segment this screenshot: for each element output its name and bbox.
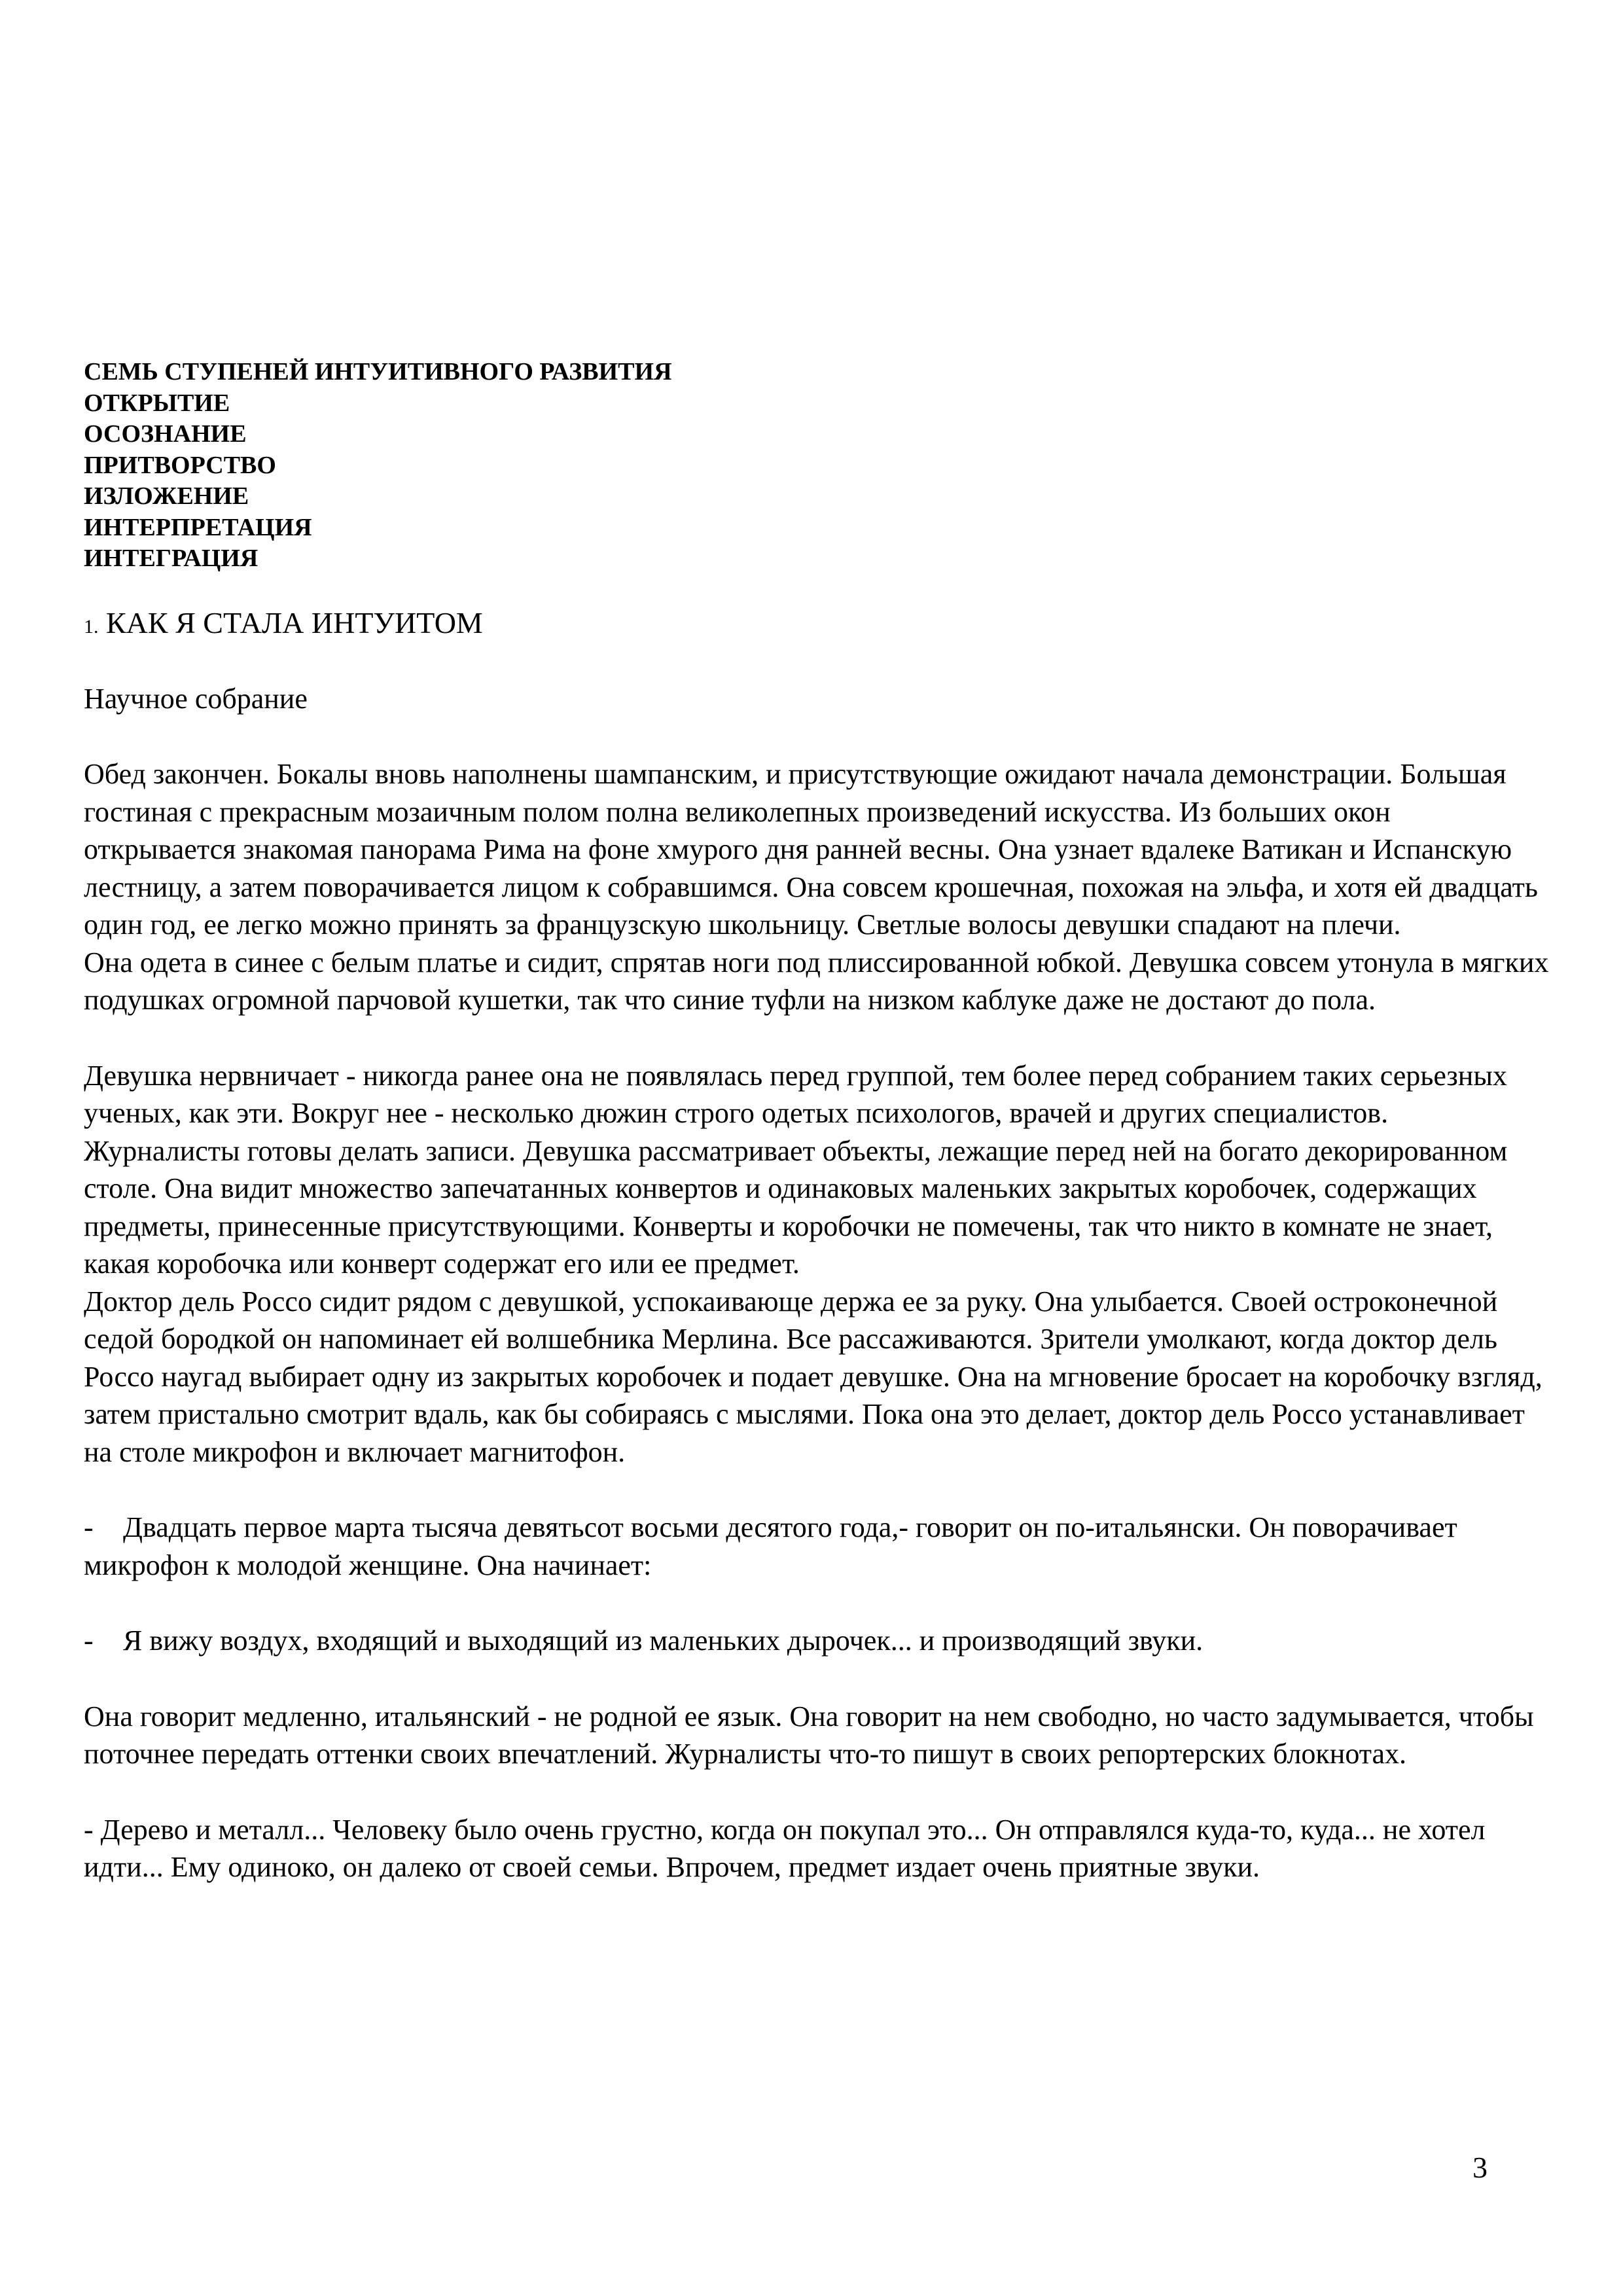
chapter-title: КАК Я СТАЛА ИНТУИТОМ [106,605,483,639]
toc-item: ОСОЗНАНИЕ [84,420,247,448]
chapter-number: 1. [84,615,99,637]
page-content [84,357,1550,1886]
paragraph: Она одета в синее с белым платье и сидит, спрятав ноги под плиссированной юбкой. Девушка совсем утонула в мягких подушках огромной парчовой кушетки, так что синие туфли на низком каблуке даже не достают до пола. [84,946,1549,1016]
dialogue-line [84,1509,1550,1584]
toc-heading: СЕМЬ СТУПЕНЕЙ ИНТУИТИВНОГО РАЗВИТИЯ [84,358,672,386]
page-number: 3 [1472,2151,1488,2184]
dialogue-line [84,1622,1550,1660]
toc-item: ИЗЛОЖЕНИЕ [84,482,249,510]
toc-item: ОТКРЫТИЕ [84,389,230,417]
paragraph: - Дерево и металл... Человеку было очень грустно, когда он покупал это... Он отправлялся куда-то, куда... не хотел идти... Ему одиноко, он далеко от своей семьи. Впрочем, предмет издает очень приятные звуки. [84,1813,1486,1883]
dialogue-text: Двадцать первое марта тысяча девятьсот восьми десятого года,- говорит он по-итальянски. Он поворачивает микрофон к молодой женщине. Она начинает: [84,1511,1457,1581]
dialogue-text: Я вижу воздух, входящий и выходящий из маленьких дырочек... и производящий звуки. [123,1624,1204,1657]
toc-item: ИНТЕРПРЕТАЦИЯ [84,513,312,541]
table-of-contents [84,357,1550,575]
section-subtitle: Научное собрание [84,682,308,715]
paragraph: Она говорит медленно, итальянский - не родной ее язык. Она говорит на нем свободно, но часто задумывается, чтобы поточнее передать оттенки своих впечатлений. Журналисты что-то пишут в своих репортерских блокнотах. [84,1700,1534,1770]
paragraph: Доктор дель Россо сидит рядом с девушкой, успокаивающе держа ее за руку. Она улыбается. Своей остроконечной седой бородкой он напоминает ей волшебника Мерлина. Все рассаживаются. Зрители умолкают, когда доктор дель Россо наугад выбирает одну из закрытых коробочек и подает девушке. Она на мгновение бросает на коробочку взгляд, затем пристально смотрит вдаль, как бы собираясь с мыслями. Пока она это делает, доктор дель Россо устанавливает на столе микрофон и включает магнитофон. [84,1285,1543,1468]
dialogue-dash: - [84,1511,94,1543]
toc-item: ИНТЕГРАЦИЯ [84,545,259,572]
paragraph: Обед закончен. Бокалы вновь наполнены шампанским, и присутствующие ожидают начала демонстрации. Большая гостиная с прекрасным мозаичным полом полна великолепных произведений искусства. Из больших окон открывается знакомая панорама Рима на фоне хмурого дня ранней весны. Она узнает вдалеке Ватикан и Испанскую лестницу, а затем поворачивается лицом к собравшимся. Она совсем крошечная, похожая на эльфа, и хотя ей двадцать один год, ее легко можно принять за французскую школьницу. Светлые волосы девушки спадают на плечи. [84,758,1538,941]
toc-item: ПРИТВОРСТВО [84,451,276,479]
chapter-heading [84,604,1550,646]
dialogue-dash: - [84,1624,94,1657]
paragraph: Девушка нервничает - никогда ранее она не появлялась перед группой, тем более перед собранием таких серьезных ученых, как эти. Вокруг нее - несколько дюжин строго одетых психологов, врачей и других специалистов. Журналисты готовы делать записи. Девушка рассматривает объекты, лежащие перед ней на богато декорированном столе. Она видит множество запечатанных конвертов и одинаковых маленьких закрытых коробочек, содержащих предметы, принесенные присутствующими. Конверты и коробочки не помечены, так что никто в комнате не знает, какая коробочка или конверт содержат его или ее предмет. [84,1059,1508,1280]
